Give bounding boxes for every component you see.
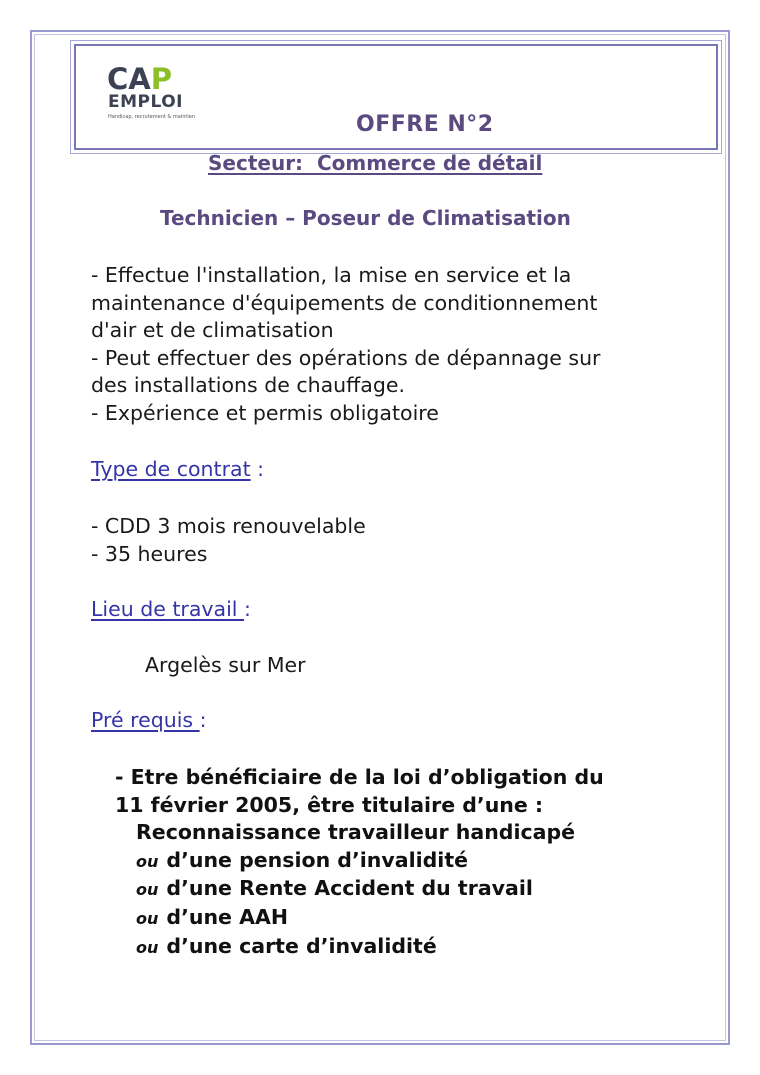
logo-emploi-text: EMPLOI [108, 92, 183, 112]
job-title: Technicien – Poseur de Climatisation [160, 206, 571, 230]
or-connector: ou [136, 937, 159, 957]
description-line: maintenance d'équipements de conditionnement [91, 290, 598, 315]
requirements-list [115, 764, 604, 961]
requirement-option: ou d’une carte d’invalidité [136, 933, 437, 958]
sector-heading: Secteur: Commerce de détail [208, 151, 543, 175]
job-description [91, 262, 601, 428]
requirements-label: Pré requis : [91, 708, 207, 732]
contract-type-label: Type de contrat : [91, 457, 265, 481]
description-line: - Peut effectuer des opérations de dépannage sur [91, 345, 601, 370]
cap-emploi-logo [107, 64, 207, 124]
requirement-option: ou d’une AAH [136, 904, 288, 929]
requirement-option: ou d’une Rente Accident du travail [136, 876, 533, 901]
description-line: des installations de chauffage. [91, 373, 405, 398]
or-connector: ou [136, 908, 159, 928]
offer-title: OFFRE N°2 [356, 112, 494, 137]
workplace-value: Argelès sur Mer [145, 653, 306, 677]
workplace-label: Lieu de travail : [91, 597, 251, 621]
contract-item: - CDD 3 mois renouvelable [91, 514, 366, 538]
description-line: - Effectue l'installation, la mise en service et la [91, 263, 572, 287]
description-line: d'air et de climatisation [91, 318, 334, 343]
requirement-line: 11 février 2005, être titulaire d’une : [115, 792, 544, 817]
logo-tagline: Handicap, recrutement & maintien [108, 114, 195, 120]
logo-cap-text: CAP [107, 62, 172, 96]
description-line: - Expérience et permis obligatoire [91, 400, 439, 425]
requirement-option: ou d’une pension d’invalidité [136, 847, 469, 872]
contract-details [91, 512, 366, 568]
contract-item: - 35 heures [91, 542, 208, 566]
or-connector: ou [136, 880, 159, 900]
requirement-line: Reconnaissance travailleur handicapé [136, 820, 576, 845]
requirement-line: - Etre bénéficiaire de la loi d’obligation du [115, 765, 604, 789]
or-connector: ou [136, 851, 159, 871]
